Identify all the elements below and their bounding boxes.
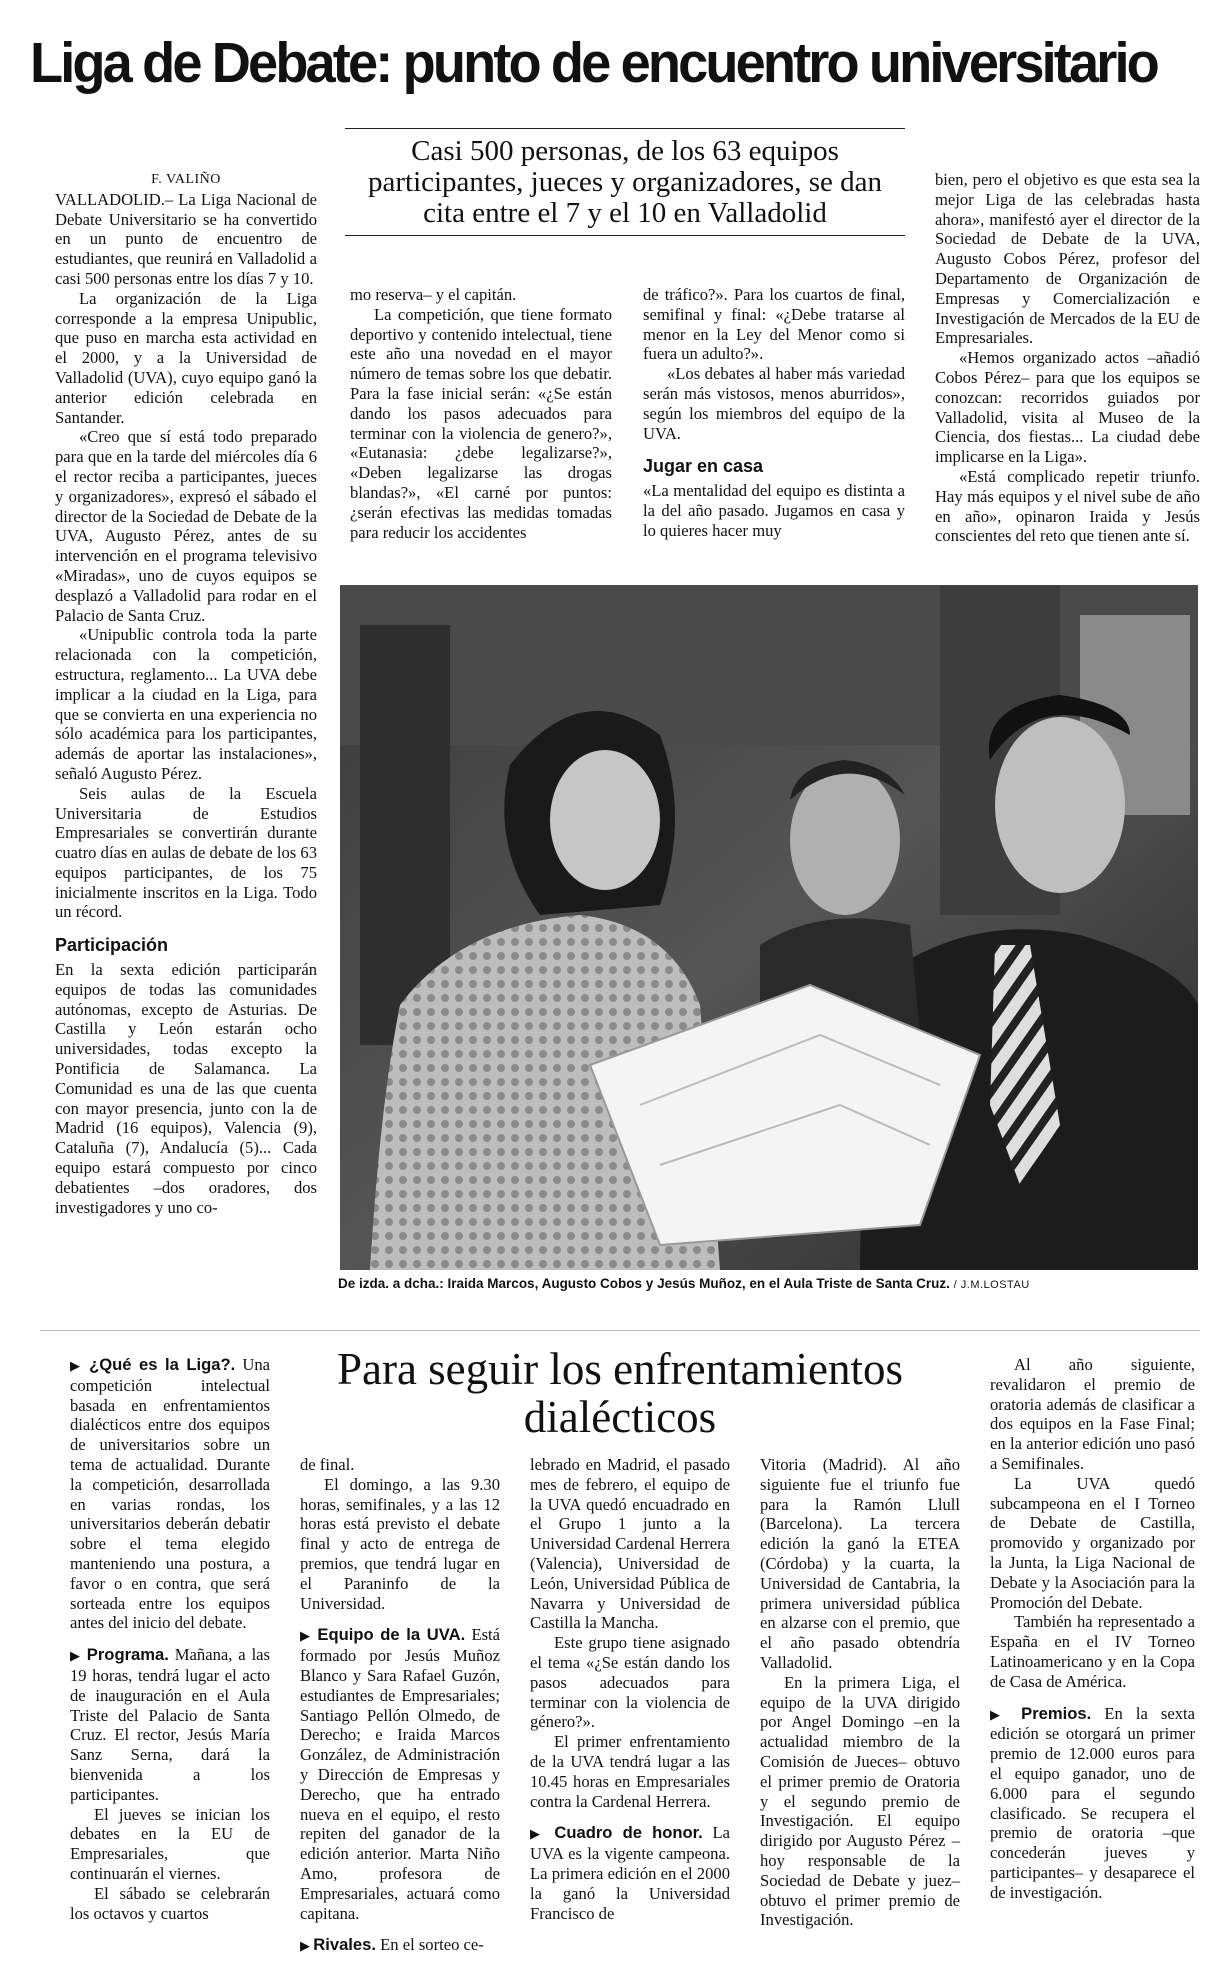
paragraph: de final. <box>300 1455 355 1474</box>
paragraph: «Hemos organizado actos –añadió Cobos Pérez– para que los equipos se conozcan: recorridos guiados por Valladolid, visita al Museo de la Ciencia, dos fiestas... La ciudad debe implicarse en la Liga». <box>935 348 1200 467</box>
triangle-bullet-icon: ▶ <box>990 1706 1022 1722</box>
paragraph <box>70 1645 270 1804</box>
caption-text: De izda. a dcha.: Iraida Marcos, Augusto Cobos y Jesús Muñoz, en el Aula Triste de Santa Cruz. <box>338 1276 950 1291</box>
lead-cuadro-de-honor: Cuadro de honor. <box>554 1823 703 1843</box>
triangle-bullet-icon: ▶ <box>300 1628 318 1644</box>
triangle-bullet-icon: ▶ <box>70 1358 90 1373</box>
triangle-bullet-icon: ▶ <box>300 1938 314 1954</box>
triangle-bullet-icon: ▶ <box>530 1826 555 1842</box>
paragraph-text: En el sorteo ce- <box>380 1935 484 1955</box>
photo-credit: / J.M.LOSTAU <box>953 1279 1030 1291</box>
paragraph: El sábado se celebrarán los octavos y cuartos <box>70 1883 270 1923</box>
sidebar-column-2 <box>300 1455 500 1956</box>
triangle-bullet-icon: ▶ <box>70 1648 87 1664</box>
paragraph: En la sexta edición participarán equipos de todas las comunidades autónomas, excepto de Asturias. De Castilla y León estarán ocho universidades, todas excepto la Pontificia de Salamanca. La Comunidad es una de las que cuenta con mayor presencia, junto con la de Madrid (16 equipos), Valencia (9), Cataluña (7), Andalucía (5)... Cada equipo estará compuesto por cinco debatientes –dos oradores, dos investigadores y uno co- <box>55 960 317 1217</box>
deck-top-rule <box>345 128 905 129</box>
paragraph: Este grupo tiene asignado el tema «¿Se están dando los pasos adecuados para terminar con la violencia de género?». <box>530 1633 730 1732</box>
paragraph-text: En la sexta edición se otorgará un primer premio de 12.000 euros para el equipo ganador, uno de 6.000 para el segundo clasificado. Se recupera el premio de oratoria –que concederán jueves y participantes– y desaparece el de investigación. <box>990 1703 1195 1902</box>
paragraph: El jueves se inician los debates en la EU de Empresariales, que continuarán el viernes. <box>70 1804 270 1883</box>
lead-que-es-la-liga: ¿Qué es la Liga?. <box>89 1355 236 1374</box>
paragraph <box>300 1935 500 1956</box>
article-column-4 <box>935 170 1200 546</box>
lead-premios: Premios. <box>1021 1703 1092 1723</box>
lead-equipo-uva: Equipo de la UVA. <box>317 1625 466 1645</box>
paragraph: «Creo que sí está todo preparado para que en la tarde del miércoles día 6 el rector reciba a participantes, jueces y organizadores», expresó el sábado el director de la Sociedad de Debate de la UVA, Augusto Pérez, antes de su intervención en el programa televisivo «Miradas», uno de cuyos equipos se desplazó a Valladolid para rodar en el Palacio de Santa Cruz. <box>55 427 317 625</box>
sidebar-column-1 <box>70 1355 270 1923</box>
sidebar-column-5 <box>990 1355 1195 1903</box>
sidebar-column-3 <box>530 1455 730 1923</box>
article-column-2 <box>350 285 612 542</box>
paragraph <box>300 1625 500 1923</box>
paragraph <box>990 1704 1195 1903</box>
paragraph-text: Está formado por Jesús Muñoz Blanco y Sara Rafael Guzón, estudiantes de Empresariales; Santiago Pellón Olmedo, de Derecho; e Iraida Marcos González, de Administración y Dirección de Empresas y Derecho, que ha entrado nueva en el equipo, el resto repiten del ganador de la edición anterior. Marta Niño Amo, profesora de Empresariales, actuará como capitana. <box>300 1625 501 1923</box>
paragraph: «Está complicado repetir triunfo. Hay más equipos y el nivel sube de año en año», opinaron Iraida y Jesús conscientes del reto que tienen ante sí. <box>935 466 1200 546</box>
section-heading-participacion: Participación <box>55 935 169 956</box>
lead-programa: Programa. <box>86 1645 169 1665</box>
paragraph: El primer enfrentamiento de la UVA tendrá lugar a las 10.45 horas en Empresariales contra la Cardenal Herrera. <box>530 1732 730 1811</box>
paragraph: lebrado en Madrid, el pasado mes de febrero, el equipo de la UVA quedó encuadrado en el Grupo 1 junto a la Universidad Cardenal Herrera (Valencia), Universidad de León, Universidad Pública de Navarra y Universidad de Castilla la Mancha. <box>530 1455 730 1633</box>
paragraph: «La mentalidad del equipo es distinta a la del año pasado. Jugamos en casa y lo quieres hacer muy <box>643 481 905 540</box>
deck-bottom-rule <box>345 235 905 236</box>
paragraph: VALLADOLID.– La Liga Nacional de Debate Universitario se ha convertido en un punto de encuentro de estudiantes, que reunirá en Valladolid a casi 500 personas entre los días 7 y 10. <box>55 189 317 288</box>
paragraph: El domingo, a las 9.30 horas, semifinales, y a las 12 horas está previsto el debate final y acto de entrega de premios, que tendrá lugar en el Paraninfo de la Universidad. <box>300 1474 500 1613</box>
paragraph <box>530 1823 730 1923</box>
paragraph-text: La UVA es la vigente campeona. La primera edición en el 2000 la ganó la Universidad Francisco de <box>530 1823 731 1923</box>
byline: F. VALIÑO <box>151 172 221 187</box>
paragraph: Vitoria (Madrid). Al año siguiente fue el triunfo fue para la Ramón Llull (Barcelona). La tercera edición la ganó la ETEA (Córdoba) y la cuarta, la Universidad de Cantabria, la primera universidad pública en alzarse con el premio, que el año pasado obtendría Valladolid. <box>760 1455 960 1672</box>
article-column-3 <box>643 285 905 541</box>
paragraph: «Unipublic controla toda la parte relacionada con la competición, estructura, reglamento... La UVA debe implicar a la ciudad en la Liga, para que se convierta en una experiencia no sólo académica para los participantes, además de aportar las instalaciones», señaló Augusto Pérez. <box>55 625 317 783</box>
section-heading-jugar-en-casa: Jugar en casa <box>643 456 764 477</box>
paragraph: Al año siguiente, revalidaron el premio de oratoria además de clasificar a dos equipos en la Fase Final; en la anterior edición uno pasó a Semifinales. <box>990 1355 1195 1473</box>
paragraph: de tráfico?». Para los cuartos de final, semifinal y final: «¿Debe tratarse al menor en la Ley del Menor como si fuera un adulto?». <box>643 285 905 364</box>
paragraph: La UVA quedó subcampeona en el I Torneo de Debate de Castilla, promovido y organizado por la Junta, la Liga Nacional de Debate y la Asociación para la Promoción del Debate. <box>990 1473 1195 1612</box>
section-divider <box>40 1330 1200 1331</box>
paragraph: «Los debates al haber más variedad serán más vistosos, menos aburridos», según los miembros del equipo de la UVA. <box>643 364 905 443</box>
paragraph: bien, pero el objetivo es que esta sea la mejor Liga de las celebradas hasta ahora», manifestó ayer el director de la Sociedad de Debate de la UVA, Augusto Cobos Pérez, profesor del Departamento de Organización de Empresas y Comercialización e Investigación de Mercados de la EU de Empresariales. <box>935 170 1200 348</box>
deck: Casi 500 personas, de los 63 equipos participantes, jueces y organizadores, se dan cita entre el 7 y el 10 en Valladolid <box>367 135 882 229</box>
sidebar-column-4 <box>760 1455 960 1930</box>
paragraph-text: Una competición intelectual basada en enfrentamientos dialécticos entre dos equipos de universitarios sobre un tema de actualidad. Durante la competición, desarrollada en varias rondas, los universitarios deberán debatir sobre el tema elegido manteniendo una postura, a favor o en contra, que será sorteada entre los equipos antes del inicio del debate. <box>70 1355 270 1633</box>
headline: Liga de Debate: punto de encuentro universitario <box>30 31 1157 95</box>
paragraph: También ha representado a España en el IV Torneo Latinoamericano y en la Copa de Casa de América. <box>990 1612 1195 1691</box>
sidebar-headline: Para seguir los enfrentamientos dialécticos <box>336 1344 904 1442</box>
paragraph: En la primera Liga, el equipo de la UVA dirigido por Angel Domingo –en la actualidad miembro de la Comisión de Jueces– obtuvo el primer premio de Oratoria y el segundo premio de Investigación. El equipo dirigido por Augusto Pérez –hoy responsable de la Sociedad de Debate y juez– obtuvo el primer premio de Investigación. <box>760 1672 960 1930</box>
photo-caption <box>338 1276 1198 1291</box>
photo-illustration <box>340 585 1198 1270</box>
paragraph: mo reserva– y el capitán. <box>350 285 517 304</box>
paragraph: La organización de la Liga corresponde a la empresa Unipublic, que puso en marcha esta actividad en el 2000, y a la Universidad de Valladolid (UVA), cuyo equipo ganó la anterior edición celebrada en Santander. <box>55 288 317 427</box>
news-photo <box>340 585 1198 1270</box>
paragraph: Seis aulas de la Escuela Universitaria de Estudios Empresariales se convertirán durante cuatro días en aulas de debate de los 63 equipos participantes, de los 75 inicialmente inscritos en la Liga. Todo un récord. <box>55 783 317 922</box>
paragraph-text: Mañana, a las 19 horas, tendrá lugar el acto de inauguración en el Aula Triste del Palacio de Santa Cruz. El rector, Jesús María Sanz Serna, dará la bienvenida a los participantes. <box>70 1645 270 1804</box>
lead-rivales: Rivales. <box>313 1935 376 1955</box>
paragraph <box>70 1355 270 1633</box>
article-column-1 <box>55 170 317 1217</box>
paragraph: La competición, que tiene formato deportivo y contenido intelectual, tiene este año una novedad en el mayor número de temas sobre los que debatir. Para la fase inicial serán: «¿Se están dando los pasos adecuados para terminar con la violencia de genero?», «Eutanasia: ¿debe legalizarse?», «Deben legalizarse las drogas blandas?», «El carné por puntos: ¿serán efectivas las medidas tomadas para reducir los accidentes <box>350 304 612 542</box>
